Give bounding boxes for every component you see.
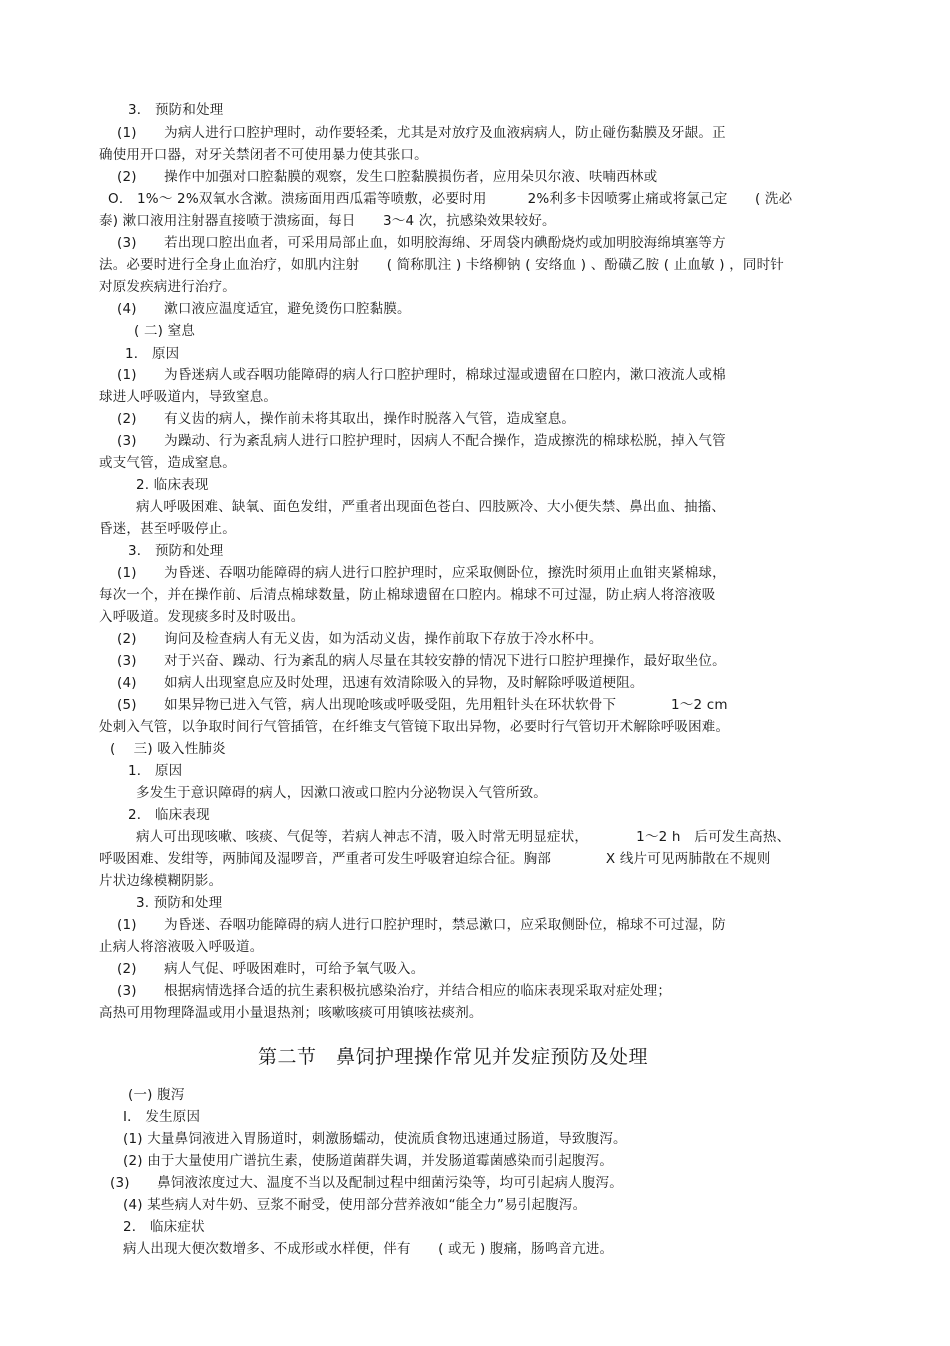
text-line: (4) 漱口液应温度适宜，避免烫伤口腔黏膜。 (117, 301, 411, 317)
text-line: 3． 预防和处理 (128, 102, 224, 118)
text-line: 法。必要时进行全身止血治疗，如肌内注射 ( 简称肌注 ) 卡络柳钠 ( 安络血 ) 、酚磺乙胺 ( 止血敏 ) ，同时针 (99, 257, 785, 273)
text-line: ( 二) 窒息 (134, 323, 196, 339)
text-line: 入呼吸道。发现痰多时及时吸出。 (99, 609, 305, 625)
text-line: 1． 原因 (125, 346, 180, 362)
text-line: (3) 为躁动、行为紊乱病人进行口腔护理时，因病人不配合操作，造成擦洗的棉球松脱，掉入气管 (117, 433, 726, 449)
text-line: (3) 鼻饲液浓度过大、温度不当以及配制过程中细菌污染等，均可引起病人腹泻。 (110, 1175, 623, 1191)
text-line: 2． 临床表现 (128, 807, 210, 823)
section-title: 第二节 鼻饲护理操作常见并发症预防及处理 (258, 1046, 649, 1068)
text-line: (2) 询问及检查病人有无义齿，如为活动义齿，操作前取下存放于冷水杯中。 (117, 631, 603, 647)
text-line: 泰) 漱口液用注射器直接喷于溃疡面，每日 3～4 次，抗感染效果较好。 (99, 213, 556, 229)
text-line: (4) 如病人出现窒息应及时处理，迅速有效清除吸入的异物，及时解除呼吸道梗阻。 (117, 675, 644, 691)
text-line: 病人可出现咳嗽、咳痰、气促等，若病人神志不清，吸入时常无明显症状， 1～2 h 后可发生高热、 (136, 829, 791, 845)
text-line: 1． 原因 (128, 763, 183, 779)
text-line: I． 发生原因 (123, 1109, 201, 1125)
text-line: (3) 若出现口腔出血者，可采用局部止血，如明胶海绵、牙周袋内碘酚烧灼或加明胶海绵填塞等方 (117, 235, 726, 251)
text-line: 3． 预防和处理 (128, 543, 224, 559)
text-line: (1) 为昏迷、吞咽功能障碍的病人进行口腔护理时，禁忌漱口，应采取侧卧位，棉球不可过湿，防 (117, 917, 726, 933)
text-line: (4) 某些病人对牛奶、豆浆不耐受，使用部分营养液如“能全力”易引起腹泻。 (123, 1197, 587, 1213)
text-line: 2． 临床症状 (123, 1219, 205, 1235)
text-line: 呼吸困难、发绀等，两肺闻及湿啰音，严重者可发生呼吸窘迫综合征。胸部 X 线片可见两肺散在不规则 (99, 851, 771, 867)
text-line: 病人呼吸困难、缺氧、面色发绀，严重者出现面色苍白、四肢厥冷、大小便失禁、鼻出血、抽搐、 (136, 499, 726, 515)
text-line: 高热可用物理降温或用小量退热剂；咳嗽咳痰可用镇咳祛痰剂。 (99, 1005, 483, 1021)
text-line: O． 1%～ 2%双氧水含漱。溃疡面用西瓜霜等喷敷，必要时用 2%利多卡因喷雾止痛或将氯己定 ( 洗必 (108, 191, 793, 207)
text-line: 球进人呼吸道内，导致窒息。 (99, 389, 278, 405)
text-line: 处刺入气管，以争取时间行气管插管，在纤维支气管镜下取出异物，必要时行气管切开术解除呼吸困难。 (99, 719, 730, 735)
text-line: 确使用开口器，对牙关禁闭者不可使用暴力使其张口。 (99, 147, 428, 163)
text-line: 止病人将溶液吸入呼吸道。 (99, 939, 264, 955)
text-line: (3) 根据病情选择合适的抗生素积极抗感染治疗，并结合相应的临床表现采取对症处理； (117, 983, 672, 999)
text-line: ( 三) 吸入性肺炎 (110, 741, 226, 757)
text-line: (1) 为昏迷、吞咽功能障碍的病人进行口腔护理时，应采取侧卧位，擦洗时须用止血钳夹紧棉球， (117, 565, 726, 581)
text-line: 病人出现大便次数增多、不成形或水样便，伴有 ( 或无 ) 腹痛，肠鸣音亢进。 (123, 1241, 614, 1257)
text-line: (1) 为病人进行口腔护理时，动作要轻柔，尤其是对放疗及血液病病人，防止碰伤黏膜及牙龈。正 (117, 125, 726, 141)
text-line: (3) 对于兴奋、躁动、行为紊乱的病人尽量在其较安静的情况下进行口腔护理操作，最好取坐位。 (117, 653, 726, 669)
text-line: 对原发疾病进行治疗。 (99, 279, 236, 295)
text-line: (5) 如果异物已进入气管，病人出现呛咳或呼吸受阻，先用粗针头在环状软骨下 1～2 cm (117, 697, 728, 713)
text-line: (1) 大量鼻饲液进入胃肠道时，刺激肠蠕动，使流质食物迅速通过肠道，导致腹泻。 (123, 1131, 627, 1147)
text-line: (2) 病人气促、呼吸困难时，可给予氧气吸入。 (117, 961, 425, 977)
text-line: 3. 预防和处理 (136, 895, 223, 911)
text-line: 片状边缘模糊阴影。 (99, 873, 223, 889)
text-line: 每次一个，并在操作前、后清点棉球数量，防止棉球遗留在口腔内。棉球不可过湿，防止病人将溶液吸 (99, 587, 716, 603)
text-line: (2) 操作中加强对口腔黏膜的观察，发生口腔黏膜损伤者，应用朵贝尔液、呋喃西林或 (117, 169, 658, 185)
text-line: (一) 腹泻 (128, 1087, 185, 1103)
text-line: (1) 为昏迷病人或吞咽功能障碍的病人行口腔护理时，棉球过湿或遗留在口腔内，漱口液流人或棉 (117, 367, 726, 383)
text-line: 多发生于意识障碍的病人，因漱口液或口腔内分泌物误入气管所致。 (136, 785, 547, 801)
text-line: 或支气管，造成窒息。 (99, 455, 236, 471)
text-line: 2. 临床表现 (136, 477, 209, 493)
text-line: (2) 由于大量使用广谱抗生素，使肠道菌群失调，并发肠道霉菌感染而引起腹泻。 (123, 1153, 614, 1169)
text-line: (2) 有义齿的病人，操作前未将其取出，操作时脱落入气管，造成窒息。 (117, 411, 576, 427)
text-line: 昏迷，甚至呼吸停止。 (99, 521, 236, 537)
